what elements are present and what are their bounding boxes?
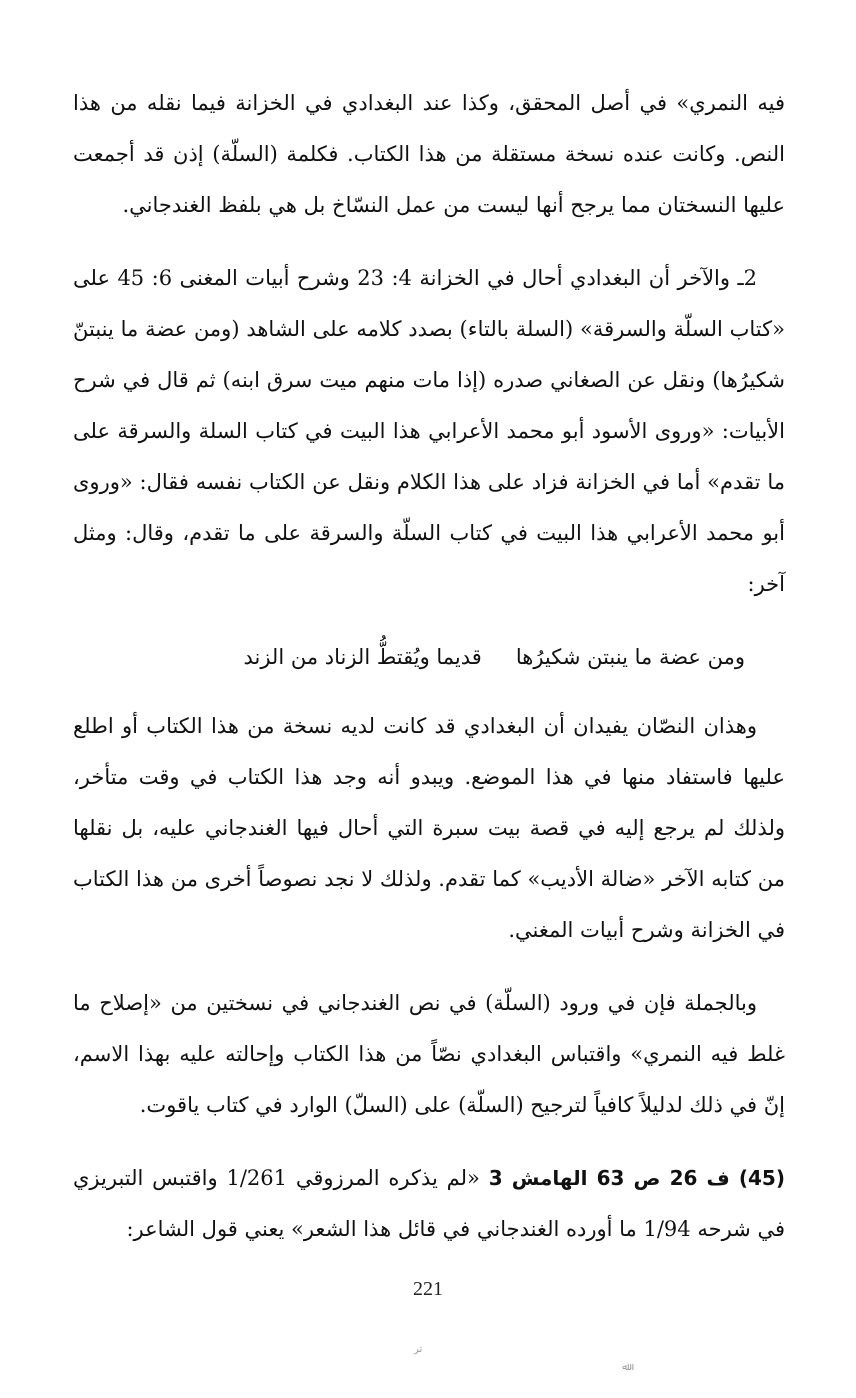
paragraph-summary: وبالجملة فإن في ورود (السلّة) في نص الغندجاني في نسختين من «إصلاح ما غلط فيه النمري» واقتباس البغدادي نصّاً من هذا الكتاب وإحالته عليه بهذا الاسم، إنّ في ذلك لدليلاً كافياً لترجيح (السلّة) على (السلّ) الوارد في كتاب ياقوت. (73, 991, 785, 1117)
footnote-reference: (45) ف 26 ص 63 الهامش 3 (488, 1166, 785, 1190)
scan-speck-mark: ﷲ (622, 1362, 628, 1373)
verse-first-hemistich: ومن عضة ما ينبتن شكيرُها (515, 645, 745, 669)
paragraph-second-point: 2ـ والآخر أن البغدادي أحال في الخزانة 4: 23 وشرح أبيات المغنى 6: 45 على «كتاب السلّة والسرقة» (السلة بالتاء) بصدد كلامه على الشاهد (ومن عضة ما ينبتنّ شكيرُها) ونقل عن الصغاني صدره (إذا مات منهم ميت سرق ابنه) ثم قال في شرح الأبيات: «وروى الأسود أبو محمد الأعرابي هذا البيت في كتاب السلة والسرقة على ما تقدم» أما في الخزانة فزاد على هذا الكلام ونقل عن الكتاب نفسه فقال: «وروى أبو محمد الأعرابي هذا البيت في كتاب السلّة والسرقة على ما تقدم، وقال: ومثل آخر: (73, 266, 785, 596)
paragraph-conclusion-baghdadi: وهذان النصّان يفيدان أن البغدادي قد كانت لديه نسخة من هذا الكتاب أو اطلع عليها فاستفاد منها في هذا الموضع. ويبدو أنه وجد هذا الكتاب في وقت متأخر، ولذلك لم يرجع إليه في قصة بيت سبرة التي أحال فيها الغندجاني عليه، بل نقلها من كتابه الآخر «ضالة الأديب» كما تقدم. ولذلك لا نجد نصوصاً أخرى من هذا الكتاب في الخزانة وشرح أبيات المغني. (73, 714, 785, 942)
paragraph-continuation: فيه النمري» في أصل المحقق، وكذا عند البغدادي في الخزانة فيما نقله من هذا النص. وكانت عنده نسخة مستقلة من هذا الكتاب. فكلمة (السلّة) إذن قد أجمعت عليها النسختان مما يرجح أنها ليست من عمل النسّاخ بل هي بلفظ الغندجاني. (73, 91, 785, 217)
verse-second-hemistich: قديما ويُقتطُّ الزناد من الزند (243, 645, 482, 669)
footnote-text: «لم يذكره المرزوقي 1/261 واقتبس التبريزي في شرحه 1/94 ما أورده الغندجاني في قائل هذا الشعر» يعني قول الشاعر: (73, 1166, 785, 1241)
page-number: 221 (413, 1278, 443, 1300)
paragraph-footnote-45 (73, 1153, 785, 1255)
poetry-verse (73, 632, 785, 683)
scan-speck-mark: ﺗﺮ (414, 1344, 423, 1355)
body-text (73, 78, 785, 1277)
